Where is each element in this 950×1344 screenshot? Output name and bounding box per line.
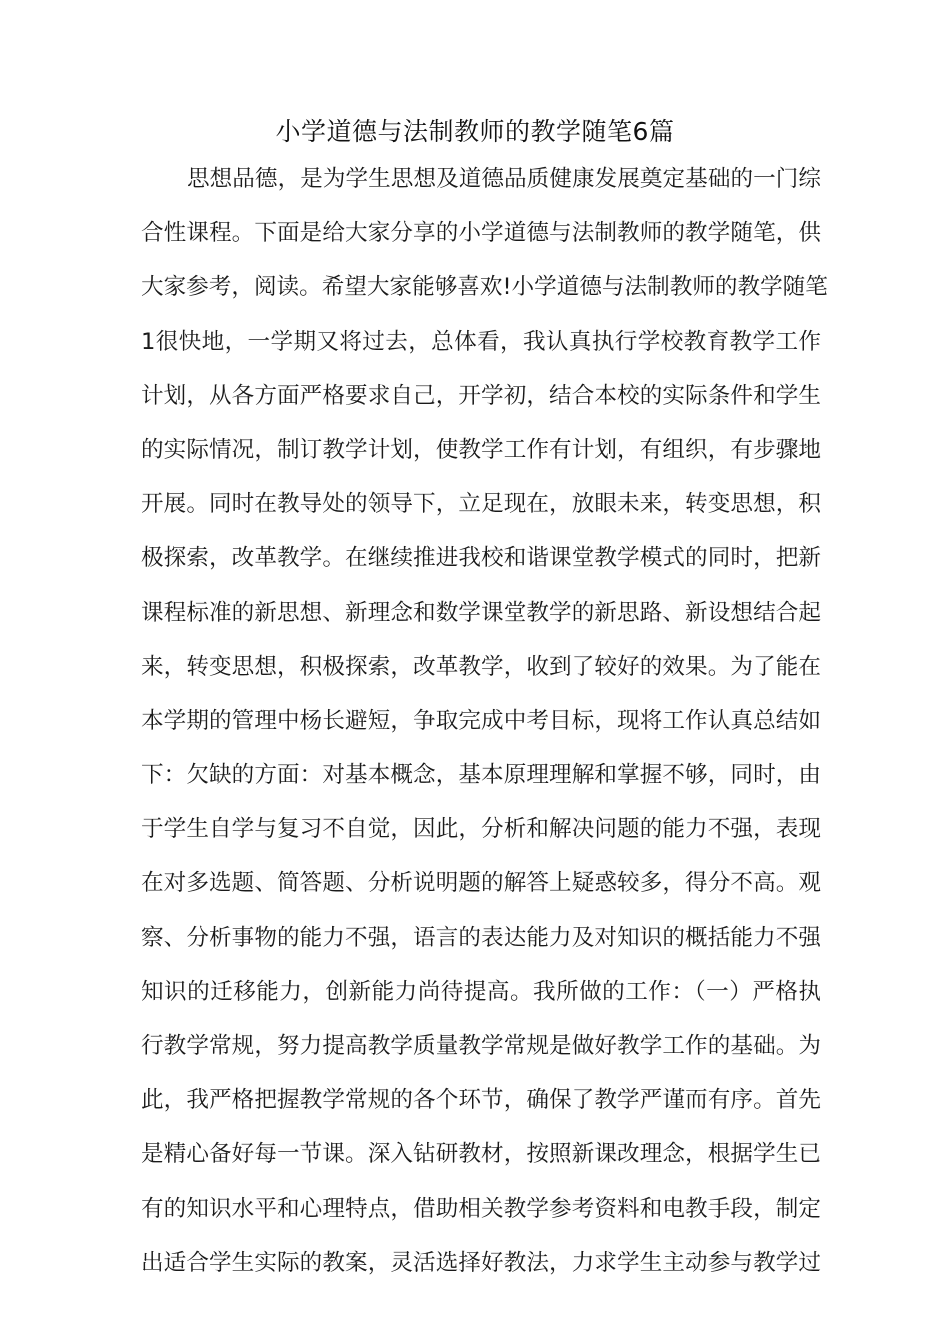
paragraph-line: 来，转变思想，积极探索，改革教学，收到了较好的效果。为了能在	[141, 653, 821, 680]
paragraph-line: 此，我严格把握教学常规的各个环节，确保了教学严谨而有序。首先	[141, 1087, 821, 1114]
paragraph-line: 极探索，改革教学。在继续推进我校和谐课堂教学模式的同时，把新	[141, 545, 821, 572]
paragraph-line: 课程标准的新思想、新理念和数学课堂教学的新思路、新设想结合起	[141, 599, 821, 626]
paragraph-line: 是精心备好每一节课。深入钻研教材，按照新课改理念，根据学生已	[141, 1141, 821, 1168]
paragraph-line: 计划，从各方面严格要求自己，开学初，结合本校的实际条件和学生	[141, 382, 821, 409]
paragraph-line: 合性课程。下面是给大家分享的小学道德与法制教师的教学随笔，供	[141, 220, 821, 247]
paragraph-line: 1很快地，一学期又将过去，总体看，我认真执行学校教育教学工作	[141, 328, 821, 355]
document-title: 小学道德与法制教师的教学随笔6篇	[275, 117, 675, 146]
paragraph-line: 下：欠缺的方面：对基本概念，基本原理理解和掌握不够，同时，由	[141, 762, 821, 789]
paragraph-line: 本学期的管理中杨长避短，争取完成中考目标，现将工作认真总结如	[141, 707, 821, 734]
paragraph-line: 有的知识水平和心理特点，借助相关教学参考资料和电教手段，制定	[141, 1195, 821, 1222]
paragraph-line: 知识的迁移能力，创新能力尚待提高。我所做的工作：（一）严格执	[141, 978, 821, 1005]
paragraph-line: 大家参考，阅读。希望大家能够喜欢!小学道德与法制教师的教学随笔	[141, 274, 828, 301]
paragraph-line: 出适合学生实际的教案，灵活选择好教法，力求学生主动参与教学过	[141, 1249, 821, 1276]
paragraph-line: 行教学常规，努力提高教学质量教学常规是做好教学工作的基础。为	[141, 1033, 821, 1059]
paragraph-line: 的实际情况，制订教学计划，使教学工作有计划，有组织，有步骤地	[141, 436, 821, 463]
paragraph-line: 开展。同时在教导处的领导下，立足现在，放眼未来，转变思想，积	[141, 491, 821, 518]
paragraph-line: 思想品德，是为学生思想及道德品质健康发展奠定基础的一门综	[187, 166, 821, 192]
paragraph-line: 于学生自学与复习不自觉，因此，分析和解决问题的能力不强，表现	[141, 816, 821, 843]
paragraph-line: 在对多选题、简答题、分析说明题的解答上疑惑较多，得分不高。观	[141, 870, 821, 897]
document-body	[141, 163, 828, 1301]
paragraph-line: 察、分析事物的能力不强，语言的表达能力及对知识的概括能力不强	[141, 924, 821, 951]
